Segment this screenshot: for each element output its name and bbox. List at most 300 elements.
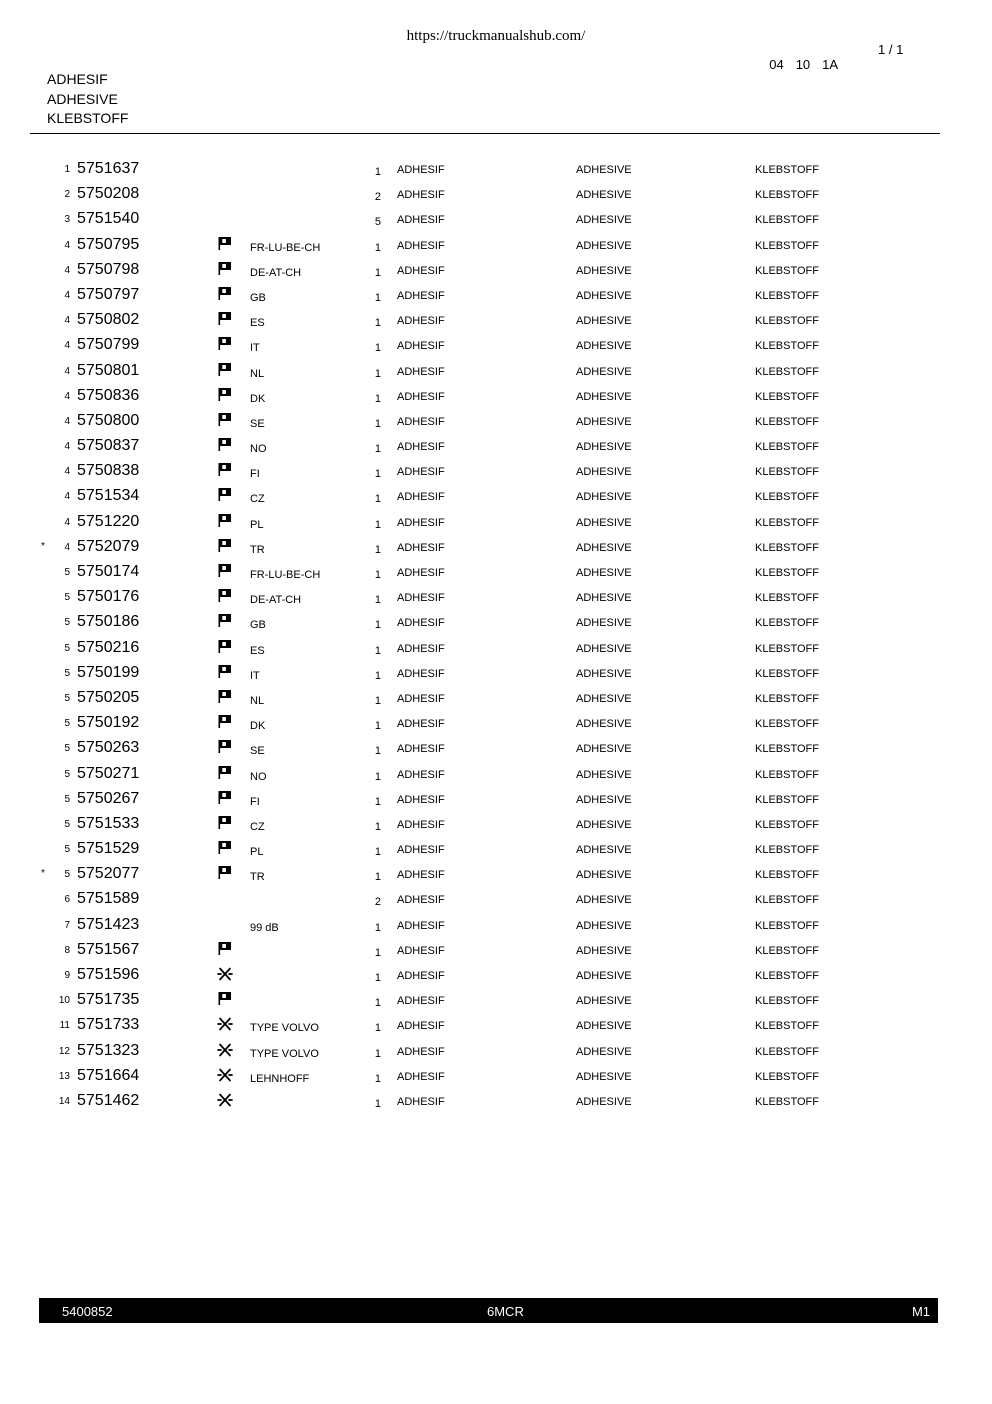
variant-label: DE-AT-CH xyxy=(250,266,302,279)
quantity: 1 xyxy=(374,241,381,254)
flag-icon xyxy=(217,765,233,781)
quantity: 1 xyxy=(374,997,381,1010)
flag-icon xyxy=(217,236,233,252)
position-number: 4 xyxy=(64,441,70,453)
quantity: 1 xyxy=(374,745,381,758)
part-number[interactable]: 5750205 xyxy=(77,688,140,706)
description-de: KLEBSTOFF xyxy=(755,567,819,579)
position-number: 4 xyxy=(64,289,70,301)
variant-label: DK xyxy=(250,720,266,733)
part-number[interactable]: 5750802 xyxy=(77,311,140,329)
title-fr: ADHESIF xyxy=(47,71,108,87)
table-row xyxy=(0,687,992,712)
description-de: KLEBSTOFF xyxy=(755,415,819,428)
quantity: 1 xyxy=(374,518,381,531)
part-number[interactable]: 5750216 xyxy=(77,638,140,656)
flag-icon xyxy=(217,437,233,453)
position-number: 6 xyxy=(64,894,70,906)
quantity: 1 xyxy=(374,317,381,330)
flag-icon xyxy=(217,941,233,957)
variant-label: NO xyxy=(250,770,267,783)
table-row xyxy=(0,511,992,536)
position-number: 5 xyxy=(64,642,70,654)
quantity: 1 xyxy=(374,166,381,178)
description-de: KLEBSTOFF xyxy=(755,844,819,857)
description-en: ADHESIVE xyxy=(576,1095,632,1108)
description-en: ADHESIVE xyxy=(576,567,632,579)
table-row xyxy=(0,208,992,233)
table-row xyxy=(0,183,992,208)
description-en: ADHESIVE xyxy=(576,365,632,378)
flag-icon xyxy=(217,639,233,655)
description-de: KLEBSTOFF xyxy=(755,189,819,202)
quantity: 1 xyxy=(374,972,381,984)
description-de: KLEBSTOFF xyxy=(755,869,819,882)
variant-label: FR-LU-BE-CH xyxy=(250,241,321,254)
title-en: ADHESIVE xyxy=(47,90,118,107)
quantity: 1 xyxy=(374,417,381,430)
position-number: 10 xyxy=(58,995,70,1007)
description-de: KLEBSTOFF xyxy=(755,944,819,957)
position-number: 7 xyxy=(64,919,70,931)
description-de: KLEBSTOFF xyxy=(755,995,819,1008)
part-number[interactable]: 5751589 xyxy=(77,890,140,908)
revision-marker: * xyxy=(41,540,45,552)
quantity: 1 xyxy=(374,266,381,279)
description-fr: ADHESIF xyxy=(397,1070,445,1083)
table-row xyxy=(0,309,992,334)
description-en: ADHESIVE xyxy=(576,516,632,529)
table-row xyxy=(0,410,992,435)
quantity: 1 xyxy=(374,644,381,657)
part-number[interactable]: 5750176 xyxy=(77,588,140,606)
description-en: ADHESIVE xyxy=(576,718,632,731)
description-de: KLEBSTOFF xyxy=(755,1020,819,1033)
description-en: ADHESIVE xyxy=(576,743,632,756)
description-en: ADHESIVE xyxy=(576,970,632,982)
quantity: 1 xyxy=(374,846,381,859)
quantity: 1 xyxy=(374,1022,381,1035)
variant-label: 99 dB xyxy=(250,921,279,934)
part-number[interactable]: 5751529 xyxy=(77,840,140,858)
part-number[interactable]: 5751637 xyxy=(77,160,140,177)
part-number[interactable]: 5750192 xyxy=(77,714,140,732)
variant-label: GB xyxy=(250,619,266,632)
quantity: 1 xyxy=(374,1072,381,1085)
description-fr: ADHESIF xyxy=(397,340,445,353)
description-fr: ADHESIF xyxy=(397,315,445,328)
part-number[interactable]: 5751323 xyxy=(77,1041,140,1059)
description-en: ADHESIVE xyxy=(576,1070,632,1083)
flag-icon xyxy=(217,286,233,302)
description-en: ADHESIVE xyxy=(576,441,632,454)
description-de: KLEBSTOFF xyxy=(755,390,819,403)
description-de: KLEBSTOFF xyxy=(755,491,819,504)
description-de: KLEBSTOFF xyxy=(755,466,819,479)
table-row xyxy=(0,939,992,964)
position-number: 5 xyxy=(64,567,70,578)
description-de: KLEBSTOFF xyxy=(755,214,819,227)
description-fr: ADHESIF xyxy=(397,365,445,378)
variant-label: CZ xyxy=(250,820,265,833)
position-number: 4 xyxy=(64,340,70,352)
description-en: ADHESIVE xyxy=(576,844,632,857)
description-de: KLEBSTOFF xyxy=(755,692,819,705)
variant-label: NL xyxy=(250,694,265,707)
description-fr: ADHESIF xyxy=(397,844,445,857)
variant-label: IT xyxy=(250,669,260,682)
variant-label: DK xyxy=(250,392,266,405)
quantity: 1 xyxy=(374,619,381,632)
table-row xyxy=(0,460,992,485)
variant-label: TR xyxy=(250,543,265,556)
description-fr: ADHESIF xyxy=(397,466,445,479)
description-en: ADHESIVE xyxy=(576,214,632,227)
part-number[interactable]: 5751596 xyxy=(77,966,140,983)
description-de: KLEBSTOFF xyxy=(755,592,819,605)
description-en: ADHESIVE xyxy=(576,390,632,403)
description-fr: ADHESIF xyxy=(397,1095,445,1108)
flag-icon xyxy=(217,865,233,881)
description-en: ADHESIVE xyxy=(576,491,632,504)
footer-bar xyxy=(39,1298,938,1323)
variant-label: TYPE VOLVO xyxy=(250,1047,319,1060)
position-number: 4 xyxy=(64,466,70,478)
description-en: ADHESIVE xyxy=(576,617,632,630)
table-row xyxy=(0,813,992,838)
description-fr: ADHESIF xyxy=(397,1045,445,1058)
quantity: 1 xyxy=(374,468,381,481)
part-number[interactable]: 5752077 xyxy=(77,865,140,883)
page-number: 1 / 1 xyxy=(878,42,904,57)
description-fr: ADHESIF xyxy=(397,491,445,504)
description-en: ADHESIVE xyxy=(576,189,632,202)
position-number: 8 xyxy=(64,944,70,956)
variant-label: FR-LU-BE-CH xyxy=(250,569,321,581)
variant-label: TYPE VOLVO xyxy=(250,1022,319,1035)
description-en: ADHESIVE xyxy=(576,894,632,907)
part-number[interactable]: 5751735 xyxy=(77,991,140,1009)
description-de: KLEBSTOFF xyxy=(755,541,819,554)
flag-icon xyxy=(217,714,233,730)
position-number: 1 xyxy=(64,164,70,175)
description-en: ADHESIVE xyxy=(576,667,632,680)
part-number[interactable]: 5750199 xyxy=(77,663,140,681)
table-row xyxy=(0,662,992,687)
position-number: 4 xyxy=(64,365,70,377)
description-en: ADHESIVE xyxy=(576,642,632,655)
part-number[interactable]: 5751540 xyxy=(77,210,140,228)
description-en: ADHESIVE xyxy=(576,944,632,957)
variant-label: SE xyxy=(250,417,265,430)
variant-label: SE xyxy=(250,745,265,758)
part-number[interactable]: 5751220 xyxy=(77,512,140,530)
position-number: 4 xyxy=(64,415,70,427)
variant-label: PL xyxy=(250,518,264,531)
description-fr: ADHESIF xyxy=(397,289,445,302)
table-row xyxy=(0,863,992,888)
part-number[interactable]: 5751423 xyxy=(77,915,140,933)
flag-icon xyxy=(217,664,233,680)
description-de: KLEBSTOFF xyxy=(755,970,819,982)
quantity: 1 xyxy=(374,669,381,682)
part-number[interactable]: 5750801 xyxy=(77,361,140,379)
table-row xyxy=(0,1090,992,1115)
position-number: 5 xyxy=(64,667,70,679)
quantity: 1 xyxy=(374,443,381,456)
table-row xyxy=(0,234,992,259)
part-number[interactable]: 5750174 xyxy=(77,563,140,580)
flag-icon xyxy=(217,362,233,378)
table-row xyxy=(0,158,992,183)
variant-label: FI xyxy=(250,468,260,481)
description-fr: ADHESIF xyxy=(397,642,445,655)
position-number: 4 xyxy=(64,264,70,276)
position-number: 4 xyxy=(64,239,70,251)
table-row xyxy=(0,1040,992,1065)
description-de: KLEBSTOFF xyxy=(755,289,819,302)
quantity: 1 xyxy=(374,1047,381,1060)
description-de: KLEBSTOFF xyxy=(755,1070,819,1083)
part-number[interactable]: 5751534 xyxy=(77,487,140,505)
flag-icon xyxy=(217,311,233,327)
description-de: KLEBSTOFF xyxy=(755,516,819,529)
flag-icon xyxy=(217,840,233,856)
variant-label: ES xyxy=(250,317,265,330)
position-number: 12 xyxy=(58,1045,70,1057)
description-fr: ADHESIF xyxy=(397,793,445,806)
description-en: ADHESIVE xyxy=(576,793,632,806)
quantity: 1 xyxy=(374,820,381,833)
position-number: 3 xyxy=(64,214,70,226)
description-fr: ADHESIF xyxy=(397,894,445,907)
part-number[interactable]: 5751664 xyxy=(77,1066,140,1084)
description-fr: ADHESIF xyxy=(397,592,445,605)
quantity: 1 xyxy=(374,921,381,934)
table-row xyxy=(0,914,992,939)
table-row xyxy=(0,536,992,561)
description-fr: ADHESIF xyxy=(397,818,445,831)
description-en: ADHESIVE xyxy=(576,1020,632,1033)
part-number[interactable]: 5750186 xyxy=(77,613,140,631)
table-row xyxy=(0,637,992,662)
description-de: KLEBSTOFF xyxy=(755,894,819,907)
table-row xyxy=(0,1014,992,1039)
position-number: 13 xyxy=(58,1070,70,1082)
part-number[interactable]: 5750837 xyxy=(77,437,140,455)
description-en: ADHESIVE xyxy=(576,466,632,479)
description-en: ADHESIVE xyxy=(576,768,632,781)
position-number: 5 xyxy=(64,743,70,755)
position-number: 2 xyxy=(64,189,70,201)
description-de: KLEBSTOFF xyxy=(755,919,819,932)
variant-label: TR xyxy=(250,871,265,884)
description-de: KLEBSTOFF xyxy=(755,1045,819,1058)
description-fr: ADHESIF xyxy=(397,516,445,529)
table-row xyxy=(0,284,992,309)
variant-label: GB xyxy=(250,291,266,304)
description-de: KLEBSTOFF xyxy=(755,793,819,806)
position-number: 11 xyxy=(59,1020,70,1032)
position-number: 5 xyxy=(64,844,70,856)
section-code: 10 xyxy=(795,57,811,72)
quantity: 1 xyxy=(374,594,381,607)
description-fr: ADHESIF xyxy=(397,995,445,1008)
variant-label: IT xyxy=(250,342,260,355)
description-en: ADHESIVE xyxy=(576,264,632,277)
description-fr: ADHESIF xyxy=(397,415,445,428)
variant-label: NL xyxy=(250,367,265,380)
variant-label: NO xyxy=(250,443,267,456)
table-row xyxy=(0,385,992,410)
variant-label: ES xyxy=(250,644,265,657)
part-number[interactable]: 5750271 xyxy=(77,764,140,782)
part-number[interactable]: 5750836 xyxy=(77,386,140,404)
part-number[interactable]: 5750267 xyxy=(77,789,140,807)
position-number: 4 xyxy=(64,491,70,503)
description-en: ADHESIVE xyxy=(576,692,632,705)
tool-icon xyxy=(217,1016,233,1032)
part-number[interactable]: 5750798 xyxy=(77,260,140,278)
table-row xyxy=(0,989,992,1014)
table-row xyxy=(0,334,992,359)
description-en: ADHESIVE xyxy=(576,315,632,328)
quantity: 1 xyxy=(374,795,381,808)
table-row xyxy=(0,712,992,737)
table-row xyxy=(0,485,992,510)
quantity: 1 xyxy=(374,342,381,355)
table-row xyxy=(0,788,992,813)
part-number[interactable]: 5751733 xyxy=(77,1016,140,1034)
part-number[interactable]: 5750797 xyxy=(77,285,140,303)
part-number[interactable]: 5751462 xyxy=(77,1091,140,1109)
description-fr: ADHESIF xyxy=(397,567,445,579)
description-de: KLEBSTOFF xyxy=(755,340,819,353)
quantity: 2 xyxy=(374,896,381,909)
position-number: 5 xyxy=(64,718,70,730)
description-fr: ADHESIF xyxy=(397,768,445,781)
variant-label: PL xyxy=(250,846,264,859)
variant-label: LEHNHOFF xyxy=(250,1072,310,1085)
footer-edition: M1 xyxy=(911,1304,930,1319)
part-number[interactable]: 5751567 xyxy=(77,940,140,958)
section-code: 1A xyxy=(822,57,839,72)
description-fr: ADHESIF xyxy=(397,239,445,252)
flag-icon xyxy=(217,790,233,806)
description-en: ADHESIVE xyxy=(576,415,632,428)
source-url[interactable]: https://truckmanualshub.com/ xyxy=(406,28,586,44)
variant-label: DE-AT-CH xyxy=(250,594,302,607)
description-fr: ADHESIF xyxy=(397,189,445,202)
flag-icon xyxy=(217,588,233,604)
description-de: KLEBSTOFF xyxy=(755,642,819,655)
variant-label: FI xyxy=(250,795,260,808)
flag-icon xyxy=(217,412,233,428)
part-number[interactable]: 5750795 xyxy=(77,235,140,253)
description-fr: ADHESIF xyxy=(397,869,445,882)
flag-icon xyxy=(217,487,233,503)
table-row xyxy=(0,964,992,989)
description-de: KLEBSTOFF xyxy=(755,164,819,176)
description-en: ADHESIVE xyxy=(576,1045,632,1058)
part-number[interactable]: 5750263 xyxy=(77,739,140,757)
flag-icon xyxy=(217,538,233,554)
description-fr: ADHESIF xyxy=(397,214,445,227)
section-code: 04 xyxy=(769,57,784,72)
description-fr: ADHESIF xyxy=(397,919,445,932)
part-number[interactable]: 5752079 xyxy=(77,537,140,555)
table-row xyxy=(0,586,992,611)
description-en: ADHESIVE xyxy=(576,164,632,176)
part-number[interactable]: 5750838 xyxy=(77,462,140,480)
flag-icon xyxy=(217,563,233,579)
table-row xyxy=(0,1065,992,1090)
description-de: KLEBSTOFF xyxy=(755,239,819,252)
description-fr: ADHESIF xyxy=(397,390,445,403)
section-codes xyxy=(762,42,850,72)
quantity: 1 xyxy=(374,871,381,884)
quantity: 1 xyxy=(374,720,381,733)
part-number[interactable]: 5750799 xyxy=(77,336,140,354)
description-en: ADHESIVE xyxy=(576,239,632,252)
flag-icon xyxy=(217,815,233,831)
quantity: 2 xyxy=(374,191,381,204)
description-de: KLEBSTOFF xyxy=(755,718,819,731)
description-fr: ADHESIF xyxy=(397,164,445,176)
part-number[interactable]: 5750800 xyxy=(77,411,140,429)
header-divider xyxy=(30,133,940,134)
description-fr: ADHESIF xyxy=(397,970,445,982)
position-number: 5 xyxy=(64,768,70,780)
part-number[interactable]: 5751533 xyxy=(77,814,140,832)
position-number: 4 xyxy=(64,315,70,327)
part-number[interactable]: 5750208 xyxy=(77,185,140,203)
description-en: ADHESIVE xyxy=(576,995,632,1008)
position-number: 5 xyxy=(64,692,70,704)
flag-icon xyxy=(217,336,233,352)
flag-icon xyxy=(217,739,233,755)
description-en: ADHESIVE xyxy=(576,541,632,554)
position-number: 4 xyxy=(64,516,70,528)
table-row xyxy=(0,838,992,863)
position-number: 9 xyxy=(64,970,70,981)
description-en: ADHESIVE xyxy=(576,592,632,605)
table-row xyxy=(0,611,992,636)
description-en: ADHESIVE xyxy=(576,289,632,302)
quantity: 5 xyxy=(374,216,381,229)
description-de: KLEBSTOFF xyxy=(755,315,819,328)
parts-list xyxy=(0,158,992,1115)
position-number: 4 xyxy=(64,390,70,402)
table-row xyxy=(0,763,992,788)
flag-icon xyxy=(217,613,233,629)
footer-doc-number: 5400852 xyxy=(62,1304,113,1319)
description-en: ADHESIVE xyxy=(576,919,632,932)
description-fr: ADHESIF xyxy=(397,667,445,680)
position-number: 5 xyxy=(64,818,70,830)
position-number: 5 xyxy=(64,592,70,604)
quantity: 1 xyxy=(374,946,381,959)
quantity: 1 xyxy=(374,569,381,581)
quantity: 1 xyxy=(374,694,381,707)
quantity: 1 xyxy=(374,493,381,506)
description-en: ADHESIVE xyxy=(576,340,632,353)
description-de: KLEBSTOFF xyxy=(755,667,819,680)
quantity: 1 xyxy=(374,1097,381,1110)
description-de: KLEBSTOFF xyxy=(755,768,819,781)
description-en: ADHESIVE xyxy=(576,869,632,882)
description-de: KLEBSTOFF xyxy=(755,264,819,277)
